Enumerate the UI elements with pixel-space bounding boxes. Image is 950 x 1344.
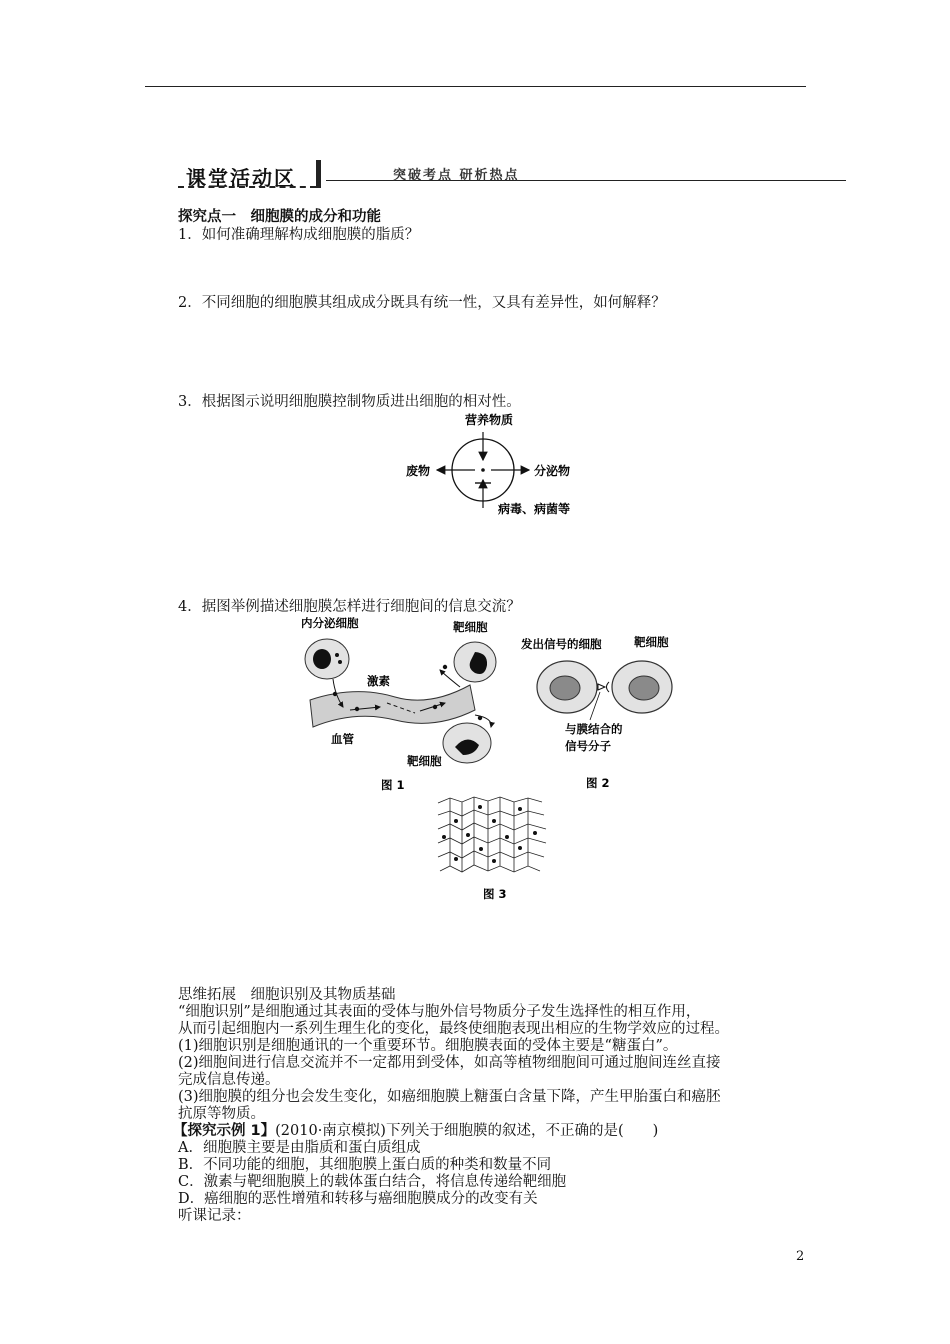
extension-line-2: 从而引起细胞内一系列生理生化的变化，最终使细胞表现出相应的生物学效应的过程。 <box>178 1021 729 1037</box>
label-molecule-line1: 与膜结合的 <box>565 722 623 736</box>
label-target-cell: 靶细胞 <box>634 635 669 649</box>
banner-bar <box>316 160 321 188</box>
figure-2 <box>515 630 715 795</box>
notes-label: 听课记录： <box>178 1208 251 1224</box>
option-c: C．激素与靶细胞膜上的载体蛋白结合，将信息传递给靶细胞 <box>178 1174 567 1190</box>
question-4: 4．据图举例描述细胞膜怎样进行细胞间的信息交流？ <box>178 599 521 615</box>
membrane-diagram <box>395 410 595 522</box>
label-signal-cell: 发出信号的细胞 <box>521 637 602 651</box>
figure-3 <box>430 793 555 903</box>
question-3: 3．根据图示说明细胞膜控制物质进出细胞的相对性。 <box>178 394 521 410</box>
extension-line-6: (3)细胞膜的组分也会发生变化，如癌细胞膜上糖蛋白含量下降，产生甲胎蛋白和癌胚 <box>178 1089 721 1105</box>
figure-2-caption: 图 2 <box>586 776 610 790</box>
extension-line-5: 完成信息传递。 <box>178 1072 280 1088</box>
question-2: 2．不同细胞的细胞膜其组成成分既具有统一性，又具有差异性，如何解释？ <box>178 295 666 311</box>
extension-line-7: 抗原等物质。 <box>178 1106 265 1122</box>
figure-1-caption: 图 1 <box>381 778 405 792</box>
banner-dash <box>178 186 316 188</box>
extension-line-3: (1)细胞识别是细胞通讯的一个重要环节。细胞膜表面的受体主要是“糖蛋白”。 <box>178 1038 678 1054</box>
example-stem: (2010·南京模拟)下列关于细胞膜的叙述，不正确的是( ) <box>275 1123 659 1139</box>
endocrine-nucleus <box>313 649 331 669</box>
question-1: 1．如何准确理解构成细胞膜的脂质？ <box>178 227 420 243</box>
banner-box <box>178 160 316 188</box>
label-endocrine-cell: 内分泌细胞 <box>301 616 359 630</box>
label-target-cell-top: 靶细胞 <box>453 620 488 634</box>
label-target-cell-bottom: 靶细胞 <box>407 754 442 768</box>
page-number: 2 <box>796 1249 805 1264</box>
section-banner <box>178 160 848 190</box>
section-heading: 探究点一 细胞膜的成分和功能 <box>178 209 381 225</box>
extension-line-1: “细胞识别”是细胞通过其表面的受体与胞外信号物质分子发生选择性的相互作用， <box>178 1004 701 1020</box>
figure-1 <box>295 615 515 795</box>
blood-vessel <box>310 685 475 727</box>
option-a: A．细胞膜主要是由脂质和蛋白质组成 <box>178 1140 421 1156</box>
label-nutrients: 营养物质 <box>465 413 514 427</box>
label-secretion: 分泌物 <box>534 464 571 478</box>
header-rule <box>145 86 806 87</box>
extension-heading: 思维拓展 细胞识别及其物质基础 <box>178 987 396 1003</box>
label-hormone: 激素 <box>367 674 390 688</box>
example-label: 【探究示例 1】 <box>173 1123 276 1139</box>
cell-center-dot <box>481 468 485 472</box>
figure-3-caption: 图 3 <box>483 887 507 901</box>
extension-line-4: (2)细胞间进行信息交流并不一定都用到受体，如高等植物细胞间可通过胞间连丝直接 <box>178 1055 721 1071</box>
banner-subtitle: 突破考点 研析热点 <box>393 168 520 183</box>
label-waste: 废物 <box>406 464 431 478</box>
example-question <box>173 1123 658 1140</box>
option-d: D．癌细胞的恶性增殖和转移与癌细胞膜成分的改变有关 <box>178 1191 538 1207</box>
label-molecule-line2: 信号分子 <box>565 739 611 753</box>
label-vessel: 血管 <box>331 732 354 746</box>
banner-title: 课堂活动区 <box>186 166 296 190</box>
label-pathogens: 病毒、病菌等 <box>498 502 571 516</box>
option-b: B．不同功能的细胞，其细胞膜上蛋白质的种类和数量不同 <box>178 1157 552 1173</box>
